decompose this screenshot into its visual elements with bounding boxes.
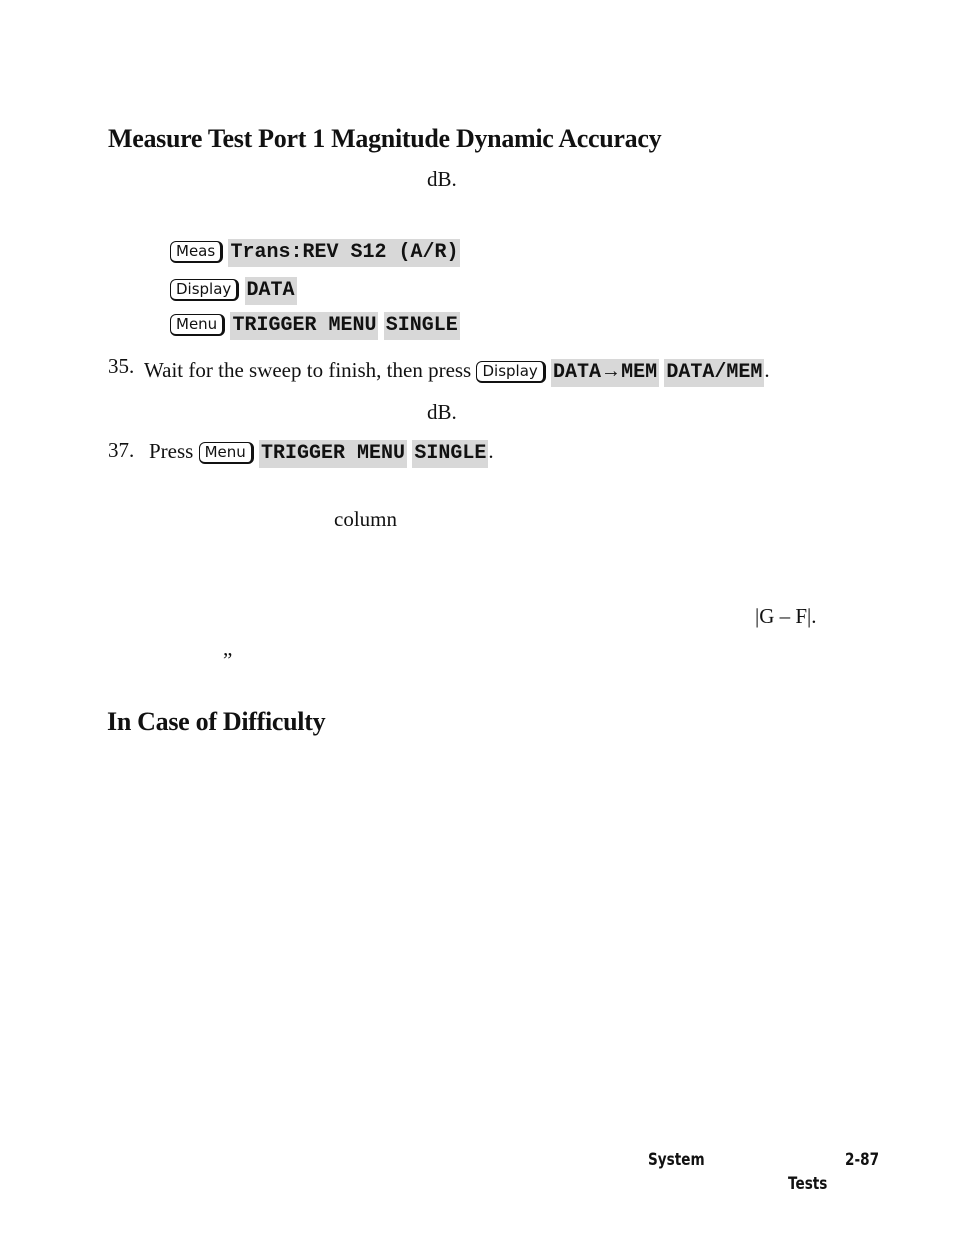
step-35-period: . — [764, 358, 770, 382]
mem-softkey[interactable]: MEM — [619, 359, 659, 387]
step-35-line — [144, 358, 770, 387]
text-fragment-quote: ” — [223, 648, 233, 672]
trigger-menu-softkey[interactable]: TRIGGER MENU — [230, 312, 378, 340]
step-line-meas — [170, 238, 460, 267]
display-hardkey[interactable]: Display — [476, 361, 545, 383]
data-over-mem-softkey[interactable]: DATA/MEM — [664, 359, 764, 387]
text-fragment-column: column — [334, 507, 397, 531]
display-hardkey[interactable]: Display — [170, 279, 239, 301]
step-line-display — [170, 276, 297, 305]
single-softkey[interactable]: SINGLE — [412, 440, 488, 468]
step-35-number: 35. — [108, 354, 135, 378]
step-37-number: 37. — [108, 438, 135, 462]
arrow-softkey[interactable]: → — [603, 359, 619, 387]
footer-page-number: 2-87 — [845, 1150, 880, 1170]
step-37-period: . — [488, 439, 494, 463]
single-softkey[interactable]: SINGLE — [384, 312, 460, 340]
section-heading-difficulty: In Case of Difficulty — [107, 707, 326, 736]
step-35-text: Wait for the sweep to finish, then press — [144, 358, 472, 382]
section-heading-measure: Measure Test Port 1 Magnitude Dynamic Accuracy — [108, 124, 662, 153]
text-fragment-g-minus-f: |G – F|. — [755, 604, 817, 628]
trans-rev-s12-softkey[interactable]: Trans:REV S12 (A/R) — [228, 239, 460, 267]
text-fragment-db: dB. — [427, 400, 457, 424]
text-fragment-db: dB. — [427, 167, 457, 191]
step-line-menu — [170, 311, 460, 340]
meas-hardkey[interactable]: Meas — [170, 241, 223, 263]
data-softkey[interactable]: DATA — [245, 277, 297, 305]
data-softkey[interactable]: DATA — [551, 359, 603, 387]
menu-hardkey[interactable]: Menu — [170, 314, 225, 336]
step-37-text: Press — [149, 439, 194, 463]
footer-subsection-label: Tests — [788, 1174, 828, 1194]
trigger-menu-softkey[interactable]: TRIGGER MENU — [259, 440, 407, 468]
step-37-line — [149, 439, 494, 468]
menu-hardkey[interactable]: Menu — [199, 442, 254, 464]
footer-section-label: System — [648, 1150, 705, 1170]
